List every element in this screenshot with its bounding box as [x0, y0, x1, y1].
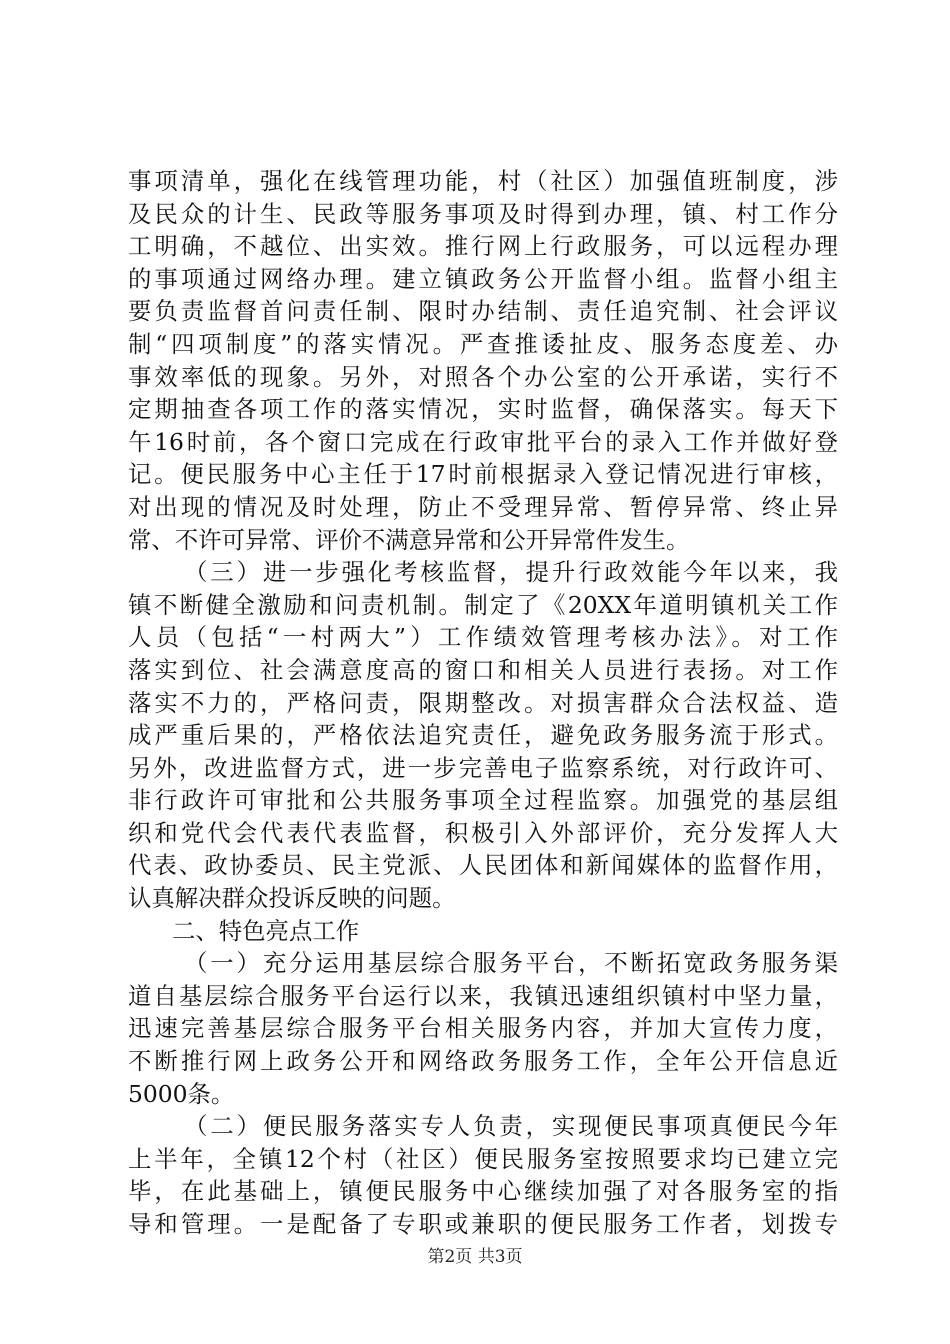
text-line: 代表、政协委员、民主党派、人民团体和新闻媒体的监督作用，: [128, 851, 838, 880]
text-line: （二）便民服务落实专人负责，实现便民事项真便民今年: [184, 1112, 838, 1141]
text-line: 认真解决群众投诉反映的问题。: [128, 884, 456, 913]
text-line: 及民众的计生、民政等服务事项及时得到办理，镇、村工作分: [128, 199, 838, 228]
text-line: 事项清单，强化在线管理功能，村（社区）加强值班制度，涉: [128, 167, 838, 195]
text-line: 织和党代会代表代表监督，积极引入外部评价，充分发挥人大: [128, 818, 838, 847]
text-line: 镇不断健全激励和问责机制。制定了《20XX年道明镇机关工作: [128, 590, 838, 619]
text-line: 制“四项制度”的落实情况。严查推诿扯皮、服务态度差、办: [128, 329, 838, 358]
text-line: 另外，改进监督方式，进一步完善电子监察系统，对行政许可、: [128, 753, 838, 782]
text-line: 5000条。: [128, 1079, 235, 1108]
text-line: 记。便民服务中心主任于17时前根据录入登记情况进行审核，: [128, 460, 838, 489]
text-line: 工明确，不越位、出实效。推行网上行政服务，可以远程办理: [128, 232, 838, 261]
text-line: 成严重后果的，严格依法追究责任，避免政务服务流于形式。: [128, 721, 838, 750]
text-line: 落实不力的，严格问责，限期整改。对损害群众合法权益、造: [128, 688, 838, 717]
text-line: 人员（包括“一村两大”）工作绩效管理考核办法》。对工作: [128, 623, 838, 652]
text-line: 常、不许可异常、评价不满意异常和公开异常件发生。: [128, 525, 690, 554]
text-line: （三）进一步强化考核监督，提升行政效能今年以来，我: [184, 558, 838, 587]
text-line: 事效率低的现象。另外，对照各个办公室的公开承诺，实行不: [128, 362, 838, 391]
page-footer: 第2页 共3页: [427, 1247, 523, 1267]
text-line: 迅速完善基层综合服务平台相关服务内容，并加大宣传力度，: [128, 1014, 838, 1043]
text-line: 道自基层综合服务平台运行以来，我镇迅速组织镇村中坚力量，: [128, 981, 838, 1010]
section-heading: 二、特色亮点工作: [172, 916, 360, 945]
text-line: 不断推行网上政务公开和网络政务服务工作，全年公开信息近: [128, 1047, 838, 1076]
text-line: 非行政许可审批和公共服务事项全过程监察。加强党的基层组: [128, 786, 838, 815]
body-text: [128, 165, 838, 1241]
text-line: 要负责监督首问责任制、限时办结制、责任追究制、社会评议: [128, 297, 838, 326]
text-line: 对出现的情况及时处理，防止不受理异常、暂停异常、终止异: [128, 492, 838, 521]
text-line: 毕，在此基础上，镇便民服务中心继续加强了对各服务室的指: [128, 1177, 838, 1206]
text-line: 定期抽查各项工作的落实情况，实时监督，确保落实。每天下: [128, 395, 838, 424]
text-line: 的事项通过网络办理。建立镇政务公开监督小组。监督小组主: [128, 264, 838, 293]
text-line: 午16时前，各个窗口完成在行政审批平台的录入工作并做好登: [128, 427, 838, 456]
text-line: 落实到位、社会满意度高的窗口和相关人员进行表扬。对工作: [128, 655, 838, 684]
text-line: 导和管理。一是配备了专职或兼职的便民服务工作者，划拨专: [128, 1210, 838, 1238]
text-line: 上半年，全镇12个村（社区）便民服务室按照要求均已建立完: [128, 1144, 838, 1173]
text-line: （一）充分运用基层综合服务平台，不断拓宽政务服务渠: [184, 949, 838, 978]
